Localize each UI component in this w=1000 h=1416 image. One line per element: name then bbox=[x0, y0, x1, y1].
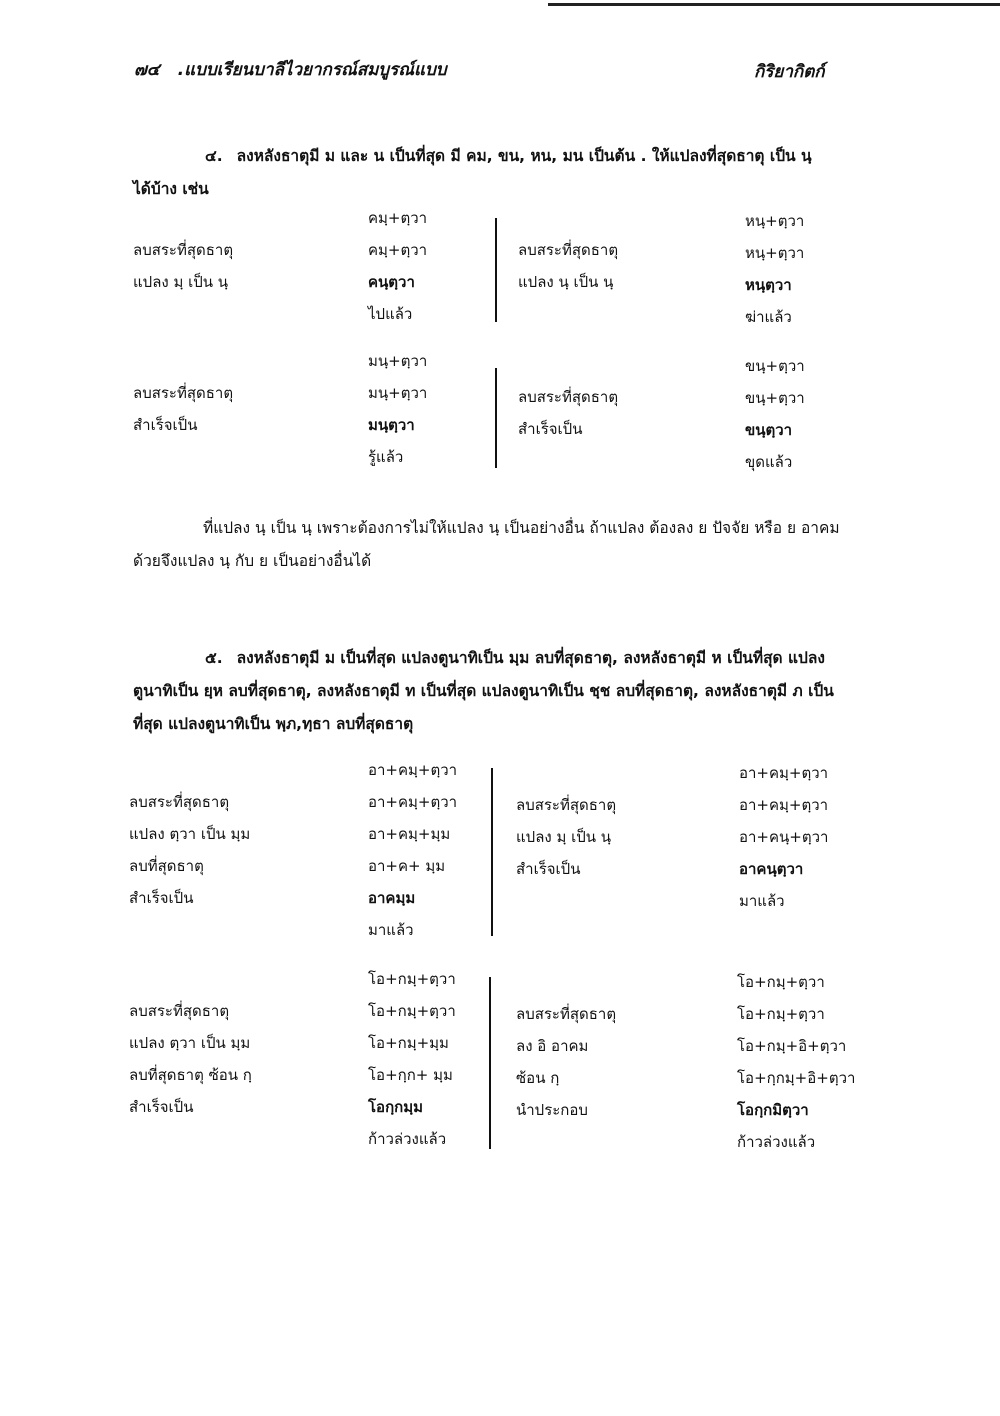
rule-5-ex1-left-labels bbox=[129, 786, 349, 914]
step-label: แปลง มฺ เป็น นฺ bbox=[516, 828, 612, 846]
step-label: สำเร็จเป็น bbox=[518, 420, 583, 438]
step-label: สำเร็จเป็น bbox=[129, 1098, 194, 1116]
step-label: ซ้อน กฺ bbox=[516, 1069, 560, 1087]
derivation-result: หนฺตฺวา bbox=[745, 276, 792, 294]
derivation-step: โอ+กฺกมฺ+อิ+ตฺวา bbox=[737, 1069, 856, 1087]
derivation-meaning: รู้แล้ว bbox=[368, 448, 404, 466]
rule-4-note bbox=[133, 512, 858, 578]
page-number: ๗๔ bbox=[134, 60, 160, 80]
derivation-step: มนฺ+ตฺวา bbox=[368, 384, 428, 402]
rule-4-text bbox=[133, 140, 858, 206]
derivation-result: อาคนฺตฺวา bbox=[739, 860, 804, 878]
derivation-step: โอ+กมฺ+ตฺวา bbox=[368, 1002, 456, 1020]
rule-5-ex1-right-steps bbox=[739, 757, 939, 917]
step-label: ลบสระที่สุดธาตุ bbox=[133, 384, 234, 402]
derivation-step: โอ+กมฺ+ตฺวา bbox=[737, 973, 825, 991]
derivation-step: หนฺ+ตฺวา bbox=[745, 244, 805, 262]
rule-4-ex1-right-labels bbox=[518, 234, 738, 298]
rule-5-line-3: ที่สุด แปลงตูนาทิเป็น พฺภ,ทฺธา ลบที่สุดธาตุ bbox=[133, 715, 414, 733]
derivation-result: โอกฺกมิตฺวา bbox=[737, 1101, 809, 1119]
derivation-step: โอ+กฺก+ มฺม bbox=[368, 1066, 453, 1084]
step-label: ลบสระที่สุดธาตุ bbox=[516, 796, 617, 814]
step-label: ลง อิ อาคม bbox=[516, 1037, 589, 1055]
step-label: นำประกอบ bbox=[516, 1101, 588, 1119]
rule-4-line-1: ลงหลังธาตุมี ม และ น เป็นที่สุด มี คม, ขน, หน, มน เป็นต้น . ให้แปลงที่สุดธาตุ เป็น นฺ bbox=[236, 147, 812, 165]
derivation-meaning: มาแล้ว bbox=[368, 921, 414, 939]
derivation-step: คมฺ+ตฺวา bbox=[368, 209, 428, 227]
step-label: ลบสระที่สุดธาตุ bbox=[129, 793, 230, 811]
book-title: .แบบเรียนบาลีไวยากรณ์สมบูรณ์แบบ bbox=[177, 60, 447, 80]
derivation-step: อา+คนฺ+ตฺวา bbox=[739, 828, 829, 846]
derivation-step: โอ+กมฺ+ตฺวา bbox=[737, 1005, 825, 1023]
derivation-result: ขนฺตฺวา bbox=[745, 421, 793, 439]
derivation-meaning: ก้าวล่วงแล้ว bbox=[368, 1130, 447, 1148]
top-rule bbox=[548, 3, 1000, 6]
derivation-meaning: ขุดแล้ว bbox=[745, 453, 793, 471]
column-divider bbox=[491, 768, 493, 936]
rule-5-number: ๕. bbox=[205, 649, 223, 667]
step-label: แปลง ตฺวา เป็น มฺม bbox=[129, 825, 251, 843]
step-label: สำเร็จเป็น bbox=[516, 860, 581, 878]
step-label: สำเร็จเป็น bbox=[133, 416, 198, 434]
step-label: แปลง นฺ เป็น นฺ bbox=[518, 273, 614, 291]
derivation-result: มนฺตฺวา bbox=[368, 416, 415, 434]
note-line-1: ที่แปลง นฺ เป็น นฺ เพราะต้องการไม่ให้แปลง นฺ เป็นอย่างอื่น ถ้าแปลง ต้องลง ย ปัจจัย หรือ ย อาคม bbox=[203, 519, 840, 537]
derivation-step: หนฺ+ตฺวา bbox=[745, 212, 805, 230]
column-divider bbox=[495, 368, 497, 468]
rule-4-ex1-left-labels bbox=[133, 234, 353, 298]
derivation-step: อา+คมฺ+มฺม bbox=[368, 825, 451, 843]
derivation-meaning: ไปแล้ว bbox=[368, 305, 413, 323]
derivation-step: อา+คมฺ+ตฺวา bbox=[368, 761, 458, 779]
derivation-result: โอกฺกมฺม bbox=[368, 1098, 424, 1116]
derivation-step: โอ+กมฺ+อิ+ตฺวา bbox=[737, 1037, 847, 1055]
derivation-result: อาคมฺม bbox=[368, 889, 416, 907]
step-label: ลบที่สุดธาตุ bbox=[129, 857, 204, 875]
step-label: ลบที่สุดธาตุ ซ้อน กฺ bbox=[129, 1066, 252, 1084]
derivation-meaning: มาแล้ว bbox=[739, 892, 785, 910]
rule-4-ex1-right-steps bbox=[745, 205, 945, 333]
rule-4-number: ๔. bbox=[205, 147, 223, 165]
derivation-step: โอ+กมฺ+ตฺวา bbox=[368, 970, 456, 988]
rule-4-line-2: ได้บ้าง เช่น bbox=[133, 180, 209, 198]
rule-5-line-1: ลงหลังธาตุมี ม เป็นที่สุด แปลงตูนาทิเป็น มฺม ลบที่สุดธาตุ, ลงหลังธาตุมี ห เป็นที่สุด แปลง bbox=[236, 649, 825, 667]
derivation-result: คนฺตฺวา bbox=[368, 273, 415, 291]
rule-4-ex2-left-labels bbox=[133, 377, 353, 441]
step-label: ลบสระที่สุดธาตุ bbox=[133, 241, 234, 259]
step-label: แปลง มฺ เป็น นฺ bbox=[133, 273, 229, 291]
derivation-step: อา+คมฺ+ตฺวา bbox=[739, 764, 829, 782]
rule-5-ex2-right-steps bbox=[737, 966, 937, 1158]
derivation-step: อา+ค+ มฺม bbox=[368, 857, 446, 875]
rule-5-ex2-left-labels bbox=[129, 995, 349, 1123]
derivation-meaning: ก้าวล่วงแล้ว bbox=[737, 1133, 816, 1151]
running-header bbox=[134, 56, 465, 83]
column-divider bbox=[489, 977, 491, 1149]
step-label: แปลง ตฺวา เป็น มฺม bbox=[129, 1034, 251, 1052]
rule-5-text bbox=[133, 642, 858, 741]
rule-5-line-2: ตูนาทิเป็น ยฺห ลบที่สุดธาตุ, ลงหลังธาตุมี ท เป็นที่สุด แปลงตูนาทิเป็น ชฺช ลบที่สุดธาตุ, ลงหลังธาตุมี ภ เป็น bbox=[133, 682, 834, 700]
derivation-step: คมฺ+ตฺวา bbox=[368, 241, 428, 259]
derivation-step: อา+คมฺ+ตฺวา bbox=[739, 796, 829, 814]
step-label: ลบสระที่สุดธาตุ bbox=[518, 388, 619, 406]
derivation-step: ขนฺ+ตฺวา bbox=[745, 389, 805, 407]
derivation-step: มนฺ+ตฺวา bbox=[368, 352, 428, 370]
derivation-step: ขนฺ+ตฺวา bbox=[745, 357, 805, 375]
rule-4-ex2-right-labels bbox=[518, 381, 738, 445]
step-label: ลบสระที่สุดธาตุ bbox=[129, 1002, 230, 1020]
step-label: ลบสระที่สุดธาตุ bbox=[518, 241, 619, 259]
derivation-step: โอ+กมฺ+มฺม bbox=[368, 1034, 449, 1052]
note-line-2: ด้วยจึงแปลง นฺ กับ ย เป็นอย่างอื่นได้ bbox=[133, 552, 372, 570]
column-divider bbox=[495, 218, 497, 322]
rule-5-ex1-right-labels bbox=[516, 789, 736, 885]
derivation-step: อา+คมฺ+ตฺวา bbox=[368, 793, 458, 811]
step-label: สำเร็จเป็น bbox=[129, 889, 194, 907]
rule-4-ex2-right-steps bbox=[745, 350, 945, 478]
derivation-meaning: ฆ่าแล้ว bbox=[745, 308, 792, 326]
section-title: กิริยากิตก์ bbox=[754, 62, 825, 82]
step-label: ลบสระที่สุดธาตุ bbox=[516, 1005, 617, 1023]
rule-5-ex2-right-labels bbox=[516, 998, 736, 1126]
